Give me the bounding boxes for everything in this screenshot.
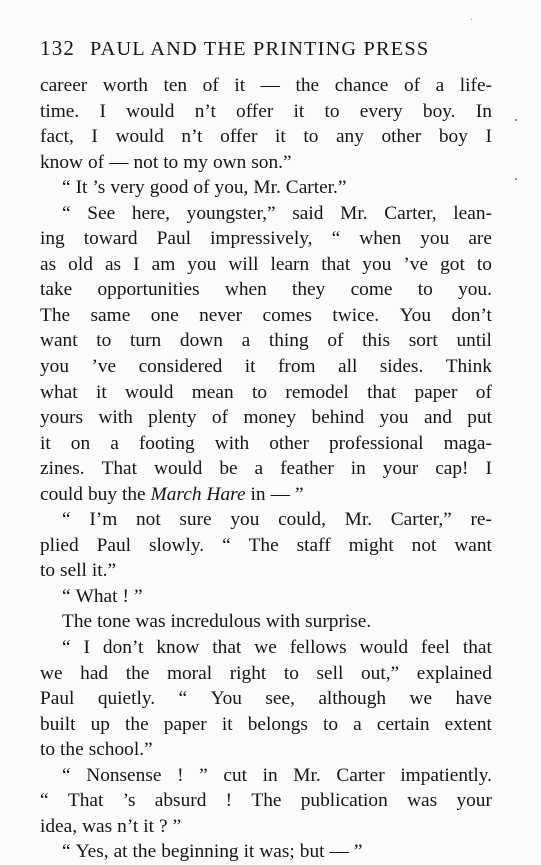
text-line: idea, was n’t it ? ” [40,815,182,837]
text-line: “ I’m not sure you could, Mr. Carter,” re- [62,509,492,531]
text-line: plied Paul slowly. “ The staff might not want [40,534,492,556]
text-line: you ’ve considered it from all sides. Think [40,356,492,378]
text-line: what it would mean to remodel that paper of [40,381,492,403]
text-line: want to turn down a thing of this sort until [40,330,492,352]
text-line: “ I don’t know that we fellows would feel that [62,637,492,659]
text-line: know of — not to my own son.” [40,151,292,173]
text-line: to sell it.” [40,560,117,582]
book-page [40,33,492,865]
text-line: The same one never comes twice. You don’t [40,304,492,326]
text-line: “ What ! ” [62,585,143,607]
text-line: “ Yes, at the beginning it was; but — ” [62,841,363,863]
text-line: “ See here, youngster,” said Mr. Carter, lean- [62,202,492,224]
text-line: The tone was incredulous with surprise. [62,611,372,633]
text-line: ing toward Paul impressively, “ when you are [40,228,492,250]
text-line: to the school.” [40,739,153,761]
page-header [40,33,492,67]
text-line: “ That ’s absurd ! The publication was your [40,790,492,812]
text-line: “ Nonsense ! ” cut in Mr. Carter impatiently. [62,764,492,786]
text-line: time. I would n’t offer it to every boy. In [40,100,492,122]
body-text [40,73,492,865]
page-number: 132 [40,36,76,60]
text-line: built up the paper it belongs to a certain extent [40,713,492,735]
text-line: it on a footing with other professional maga- [40,432,492,454]
text-line: “ It ’s very good of you, Mr. Carter.” [62,177,347,199]
running-head: PAUL AND THE PRINTING PRESS [90,38,430,60]
text-line: yours with plenty of money behind you and put [40,407,492,429]
text-line: we had the moral right to sell out,” explained [40,662,492,684]
ink-speck [515,178,517,180]
text-line: take opportunities when they come to you. [40,279,492,301]
ink-speck [471,19,472,20]
ink-speck [515,119,517,121]
text-line: zines. That would be a feather in your cap! I [40,458,492,480]
text-line: as old as I am you will learn that you ’ve got to [40,253,492,275]
text-line: Paul quietly. “ You see, although we have [40,688,492,710]
text-line: could buy the March Hare in — ” [40,483,304,505]
text-line: fact, I would n’t offer it to any other boy I [40,126,492,148]
text-line: career worth ten of it — the chance of a life- [40,75,492,96]
